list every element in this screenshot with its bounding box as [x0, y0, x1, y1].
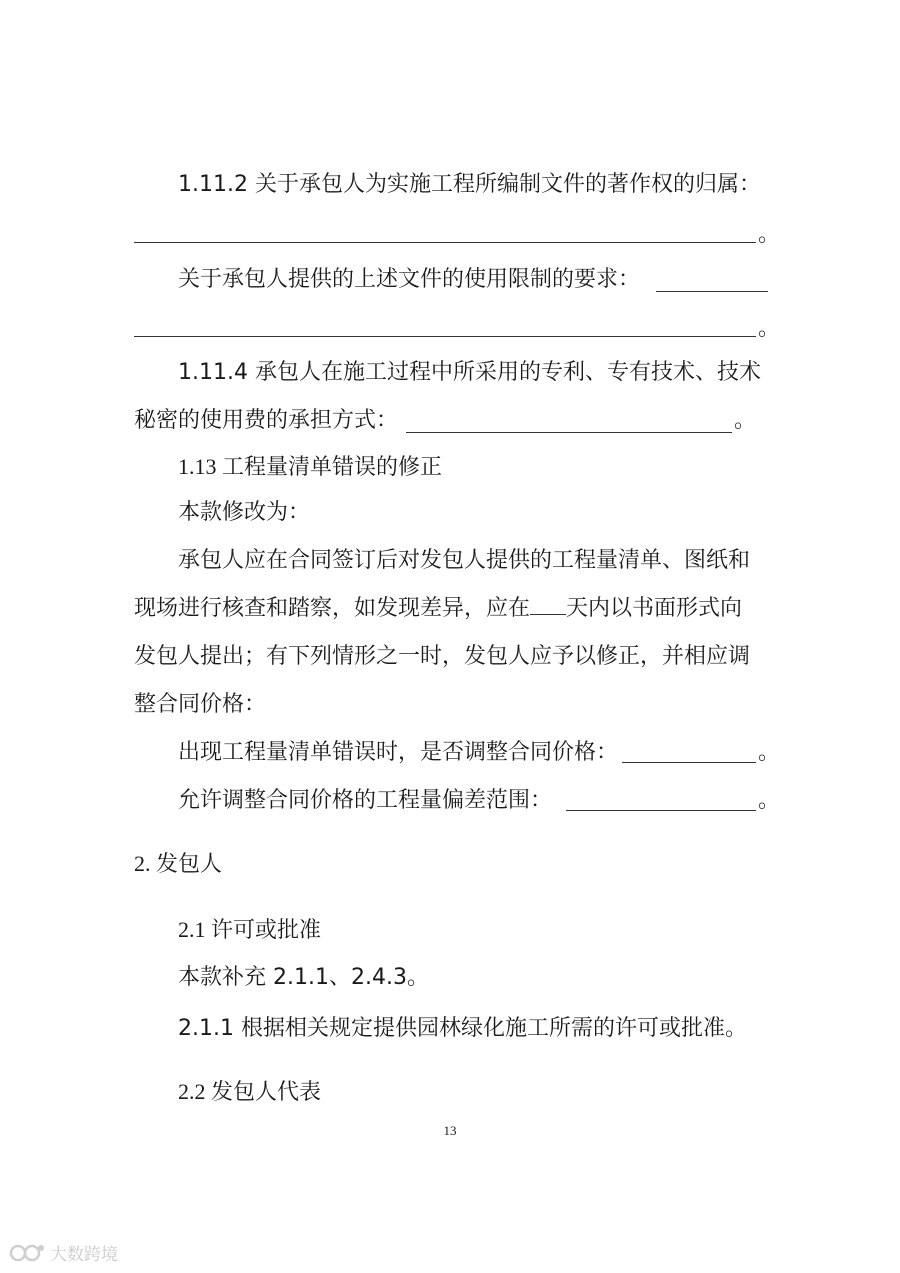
fill-blank-line — [406, 432, 732, 433]
period: 。 — [758, 316, 781, 341]
fill-blank-line — [566, 810, 756, 811]
fill-blank-line — [656, 291, 768, 292]
heading-2-2: 2.2 发包人代表 — [178, 1079, 322, 1104]
usage-restriction-text: 关于承包人提供的上述文件的使用限制的要求： — [178, 267, 641, 292]
period: 。 — [758, 740, 781, 765]
fill-blank-line — [622, 762, 756, 763]
period: 。 — [734, 408, 757, 433]
clause-1-11-4-cont: 秘密的使用费的承担方式： — [134, 408, 399, 433]
fill-blank-line — [134, 336, 756, 337]
period: 。 — [758, 222, 781, 247]
body-paragraph-line — [134, 594, 742, 624]
watermark — [8, 1240, 118, 1265]
clause-2-1-1: 2.1.1 根据相关规定提供园林绿化施工所需的许可或批准。 — [178, 1016, 747, 1041]
heading-1-13: 1.13 工程量清单错误的修正 — [178, 454, 443, 479]
page-number: 13 — [443, 1123, 457, 1138]
watermark-text: 大数跨境 — [50, 1245, 118, 1265]
fill-blank-line — [134, 242, 756, 243]
watermark-logo-icon — [8, 1242, 46, 1264]
text-span: 现场进行核查和踏察，如发现差异，应在 — [134, 596, 531, 621]
clause-1-11-2: 1.11.2 关于承包人为实施工程所编制文件的著作权的归属： — [178, 172, 761, 197]
heading-2-1: 2.1 许可或批准 — [178, 917, 322, 942]
body-paragraph-line: 整合同价格： — [134, 692, 267, 717]
body-paragraph-line: 承包人应在合同签订后对发包人提供的工程量清单、图纸和 — [178, 548, 751, 573]
deviation-range-text: 允许调整合同价格的工程量偏差范围： — [178, 788, 553, 813]
body-paragraph-line: 发包人提出；有下列情形之一时，发包人应予以修正，并相应调 — [134, 644, 751, 669]
supplement-note: 本款补充 2.1.1、2.4.3。 — [178, 965, 429, 990]
days-blank — [530, 594, 566, 615]
text-span: 天内以书面形式向 — [566, 596, 743, 621]
price-adjust-question: 出现工程量清单错误时，是否调整合同价格： — [178, 740, 619, 765]
clause-1-11-4: 1.11.4 承包人在施工过程中所采用的专利、专有技术、技术 — [178, 360, 761, 385]
period: 。 — [758, 788, 781, 813]
modification-note: 本款修改为： — [178, 500, 311, 525]
heading-2: 2. 发包人 — [134, 851, 223, 876]
